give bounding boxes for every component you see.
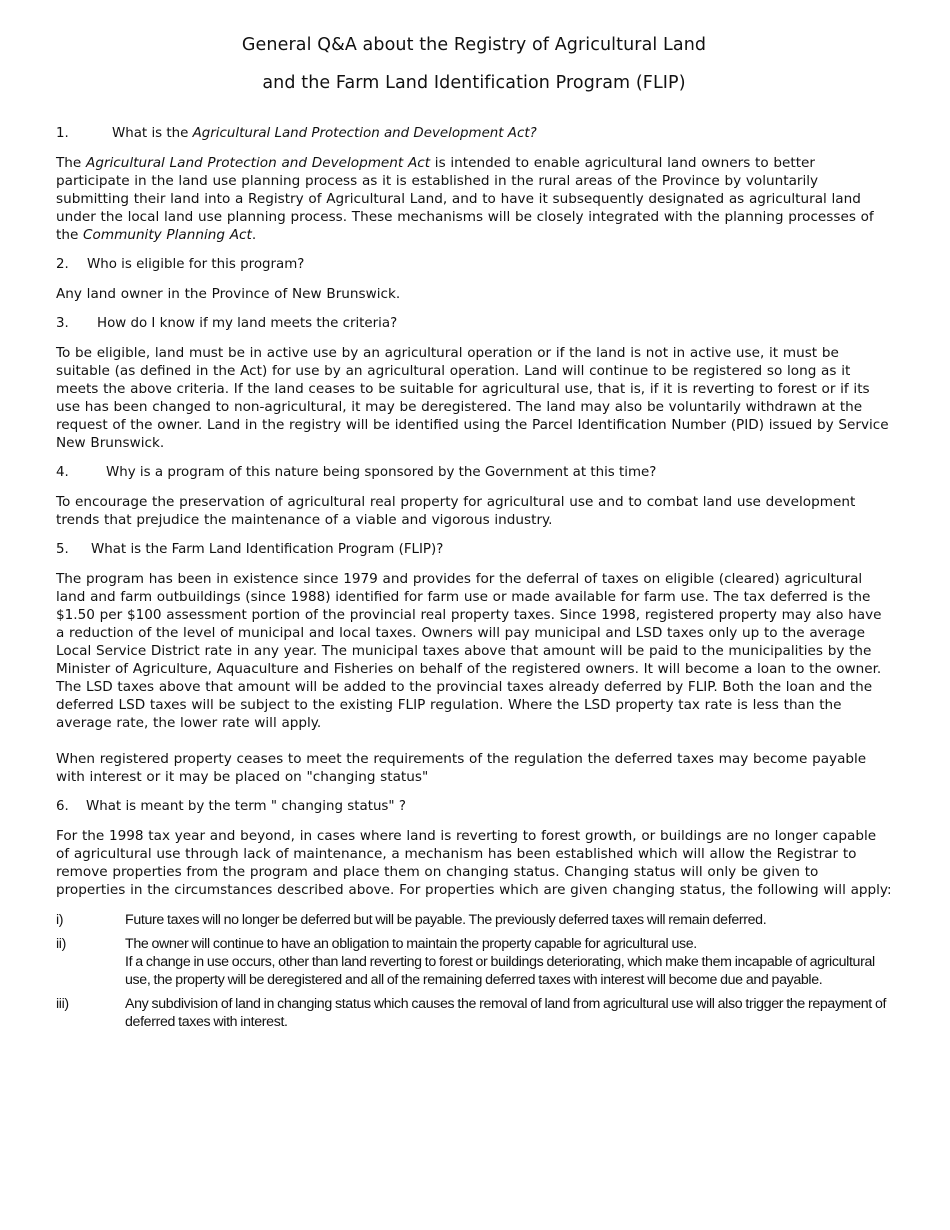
- document-page: [56, 0, 892, 1037]
- question-3: [56, 315, 892, 332]
- question-5: [56, 541, 892, 558]
- answer-5: The program has been in existence since 1979 and provides for the deferral of taxes on eligible (cleared) agricultural land and farm outbuildings (since 1988) identified for farm use or made available for farm use. The tax deferred is the $1.50 per $100 assessment portion of the provincial real property taxes. Since 1998, registered property may also have a reduction of the level of municipal and local taxes. Owners will pay municipal and LSD taxes only up to the average Local Service District rate in any year. The municipal taxes above that amount will be paid to the municipalities by the Minister of Agriculture, Aquaculture and Fisheries on behalf of the registered owners. It will become a loan to the owner. The LSD taxes above that amount will be added to the provincial taxes already deferred by FLIP. Both the loan and the deferred LSD taxes will be subject to the existing FLIP regulation. Where the LSD property tax rate is less than the average rate, the lower rate will apply.: [56, 571, 882, 731]
- question-text: How do I know if my land meets the criteria?: [97, 316, 398, 331]
- title-line-1: General Q&A about the Registry of Agricultural Land: [241, 35, 707, 55]
- question-text: Who is eligible for this program?: [87, 257, 305, 272]
- list-item: [56, 995, 892, 1031]
- answer-2: Any land owner in the Province of New Brunswick.: [56, 286, 401, 302]
- list-item-label: ii): [56, 936, 66, 952]
- question-text: What is meant by the term " changing status" ?: [86, 799, 406, 814]
- question-4: [56, 464, 892, 481]
- list-item-text: Future taxes will no longer be deferred but will be payable. The previously deferred taxes will remain deferred.: [125, 912, 767, 928]
- list-item: [56, 911, 892, 929]
- question-1: [56, 125, 892, 142]
- list-item: [56, 935, 892, 989]
- answer-3: To be eligible, land must be in active use by an agricultural operation or if the land is not in active use, it must be suitable (as defined in the Act) for use by an agricultural operation. Land will continue to be registered so long as it meets the above criteria. If the land ceases to be suitable for agricultural use, that is, if it is reverting to forest or if its use has been changed to non-agricultural, it may be deregistered. The land may also be voluntarily withdrawn at the request of the owner. Land in the registry will be identified using the Parcel Identification Number (PID) issued by Service New Brunswick.: [56, 345, 889, 451]
- question-number: 2.: [56, 257, 69, 272]
- list-item-label: i): [56, 912, 64, 928]
- document-title: [56, 26, 892, 102]
- question-number: 3.: [56, 316, 69, 331]
- changing-status-list: [56, 911, 892, 1031]
- question-number: 1.: [56, 126, 69, 141]
- answer-4: To encourage the preservation of agricultural real property for agricultural use and to combat land use development trends that prejudice the maintenance of a viable and vigorous industry.: [56, 494, 856, 528]
- question-text: What is the Farm Land Identification Program (FLIP)?: [91, 542, 444, 557]
- list-item-text: Any subdivision of land in changing status which causes the removal of land from agricultural use will also trigger the repayment of deferred taxes with interest.: [125, 996, 887, 1030]
- questions-section: [56, 125, 892, 1031]
- question-number: 5.: [56, 542, 69, 557]
- list-item-label: iii): [56, 996, 69, 1012]
- question-number: 4.: [56, 465, 69, 480]
- question-2: [56, 256, 892, 273]
- question-text: What is the Agricultural Land Protection and Development Act?: [112, 126, 537, 141]
- question-text: Why is a program of this nature being sponsored by the Government at this time?: [106, 465, 657, 480]
- list-item-text: The owner will continue to have an obligation to maintain the property capable for agricultural use. If a change in use occurs, other than land reverting to forest or buildings deteriorating, which make them incapable of agricultural use, the property will be deregistered and all of the remaining deferred taxes with interest will become due and payable.: [125, 936, 875, 988]
- question-number: 6.: [56, 799, 69, 814]
- answer-5-paragraph-2: When registered property ceases to meet the requirements of the regulation the deferred taxes may become payable with interest or it may be placed on "changing status": [56, 751, 867, 785]
- title-line-2: and the Farm Land Identification Program (FLIP): [262, 73, 686, 93]
- answer-6: For the 1998 tax year and beyond, in cases where land is reverting to forest growth, or buildings are no longer capable of agricultural use through lack of maintenance, a mechanism has been established which will allow the Registrar to remove properties from the program and place them on changing status. Changing status will only be given to properties in the circumstances described above. For properties which are given changing status, the following will apply:: [56, 828, 892, 898]
- question-6: [56, 798, 892, 815]
- answer-1: The Agricultural Land Protection and Development Act is intended to enable agricultural land owners to better participate in the land use planning process as it is established in the rural areas of the Province by voluntarily submitting their land into a Registry of Agricultural Land, and to have it subsequently designated as agricultural land under the local land use planning process. These mechanisms will be closely integrated with the planning processes of the Community Planning Act.: [56, 155, 874, 243]
